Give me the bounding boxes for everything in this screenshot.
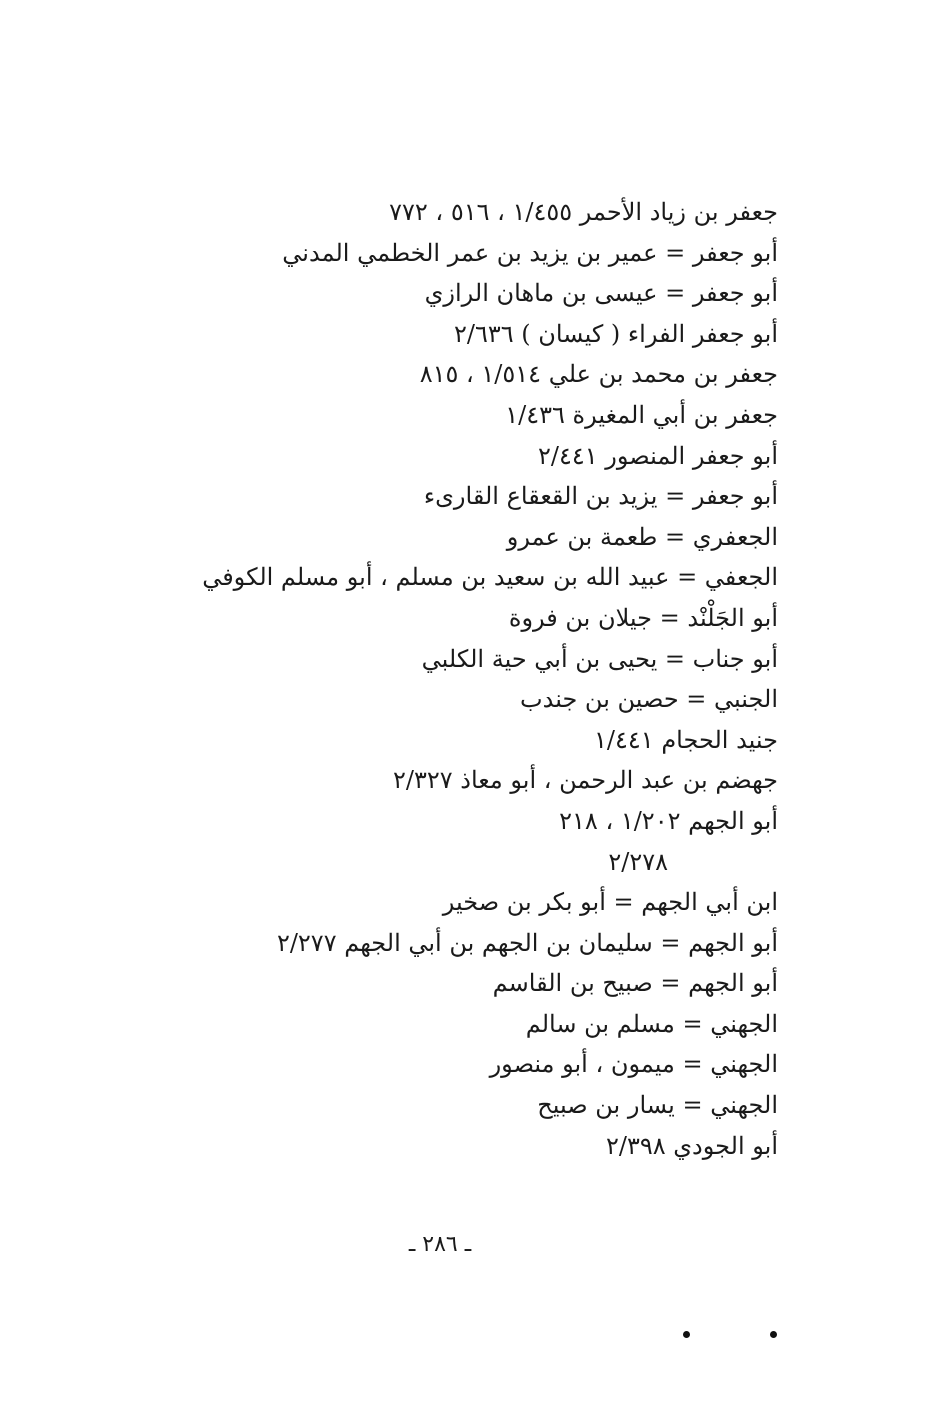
scan-dot-mark — [683, 1331, 690, 1338]
index-entry: أبو جعفر الفراء ( كيسان ) ٢/٦٣٦ — [453, 319, 778, 348]
index-entry: أبو جناب = يحيى بن أبي حية الكلبي — [421, 644, 778, 673]
index-entry: أبو جعفر = يزيد بن القعقاع القارىء — [423, 482, 778, 511]
scan-dot-mark — [770, 1331, 777, 1338]
index-entry: أبو الجهم ١/٢٠٢ ، ٢١٨ — [559, 806, 778, 835]
index-entry: جعفر بن محمد بن علي ١/٥١٤ ، ٨١٥ — [419, 360, 778, 389]
index-entry: جنيد الحجام ١/٤٤١ — [594, 725, 778, 754]
index-entry: الجهني = مسلم بن سالم — [525, 1009, 778, 1038]
index-entry: ابن أبي الجهم = أبو بكر بن صخير — [442, 888, 778, 917]
index-entry: الجهني = ميمون ، أبو منصور — [489, 1050, 778, 1079]
index-entry: الجعفي = عبيد الله بن سعيد بن مسلم ، أبو مسلم الكوفي — [202, 563, 778, 592]
index-entry: جهضم بن عبد الرحمن ، أبو معاذ ٢/٣٢٧ — [393, 766, 778, 795]
index-entry: الجنبي = حصين بن جندب — [520, 685, 778, 714]
index-entry: جعفر بن أبي المغيرة ١/٤٣٦ — [505, 400, 778, 429]
index-entry: أبو الجودي ٢/٣٩٨ — [605, 1131, 778, 1160]
index-entries-list — [138, 192, 778, 1166]
page-number: ـ ٢٨٦ ـ — [408, 1232, 472, 1257]
index-entry: أبو جعفر = عيسى بن ماهان الرازي — [424, 279, 778, 308]
index-entry: أبو جعفر المنصور ٢/٤٤١ — [538, 441, 778, 470]
index-entry-continuation: ٢/٢٧٨ — [608, 847, 668, 876]
index-entry: الجعفري = طعمة بن عمرو — [506, 522, 778, 551]
index-entry: أبو الجهم = صبيح بن القاسم — [492, 969, 778, 998]
index-entry: الجهني = يسار بن صبيح — [537, 1091, 778, 1120]
index-entry: أبو الجَلْنْد = جيلان بن فروة — [508, 603, 778, 632]
index-entry: جعفر بن زياد الأحمر ١/٤٥٥ ، ٥١٦ ، ٧٧٢ — [389, 198, 778, 226]
index-entry: أبو جعفر = عمير بن يزيد بن عمر الخطمي المدني — [282, 238, 778, 267]
index-entry: أبو الجهم = سليمان بن الجهم بن أبي الجهم ٢/٢٧٧ — [276, 928, 778, 957]
